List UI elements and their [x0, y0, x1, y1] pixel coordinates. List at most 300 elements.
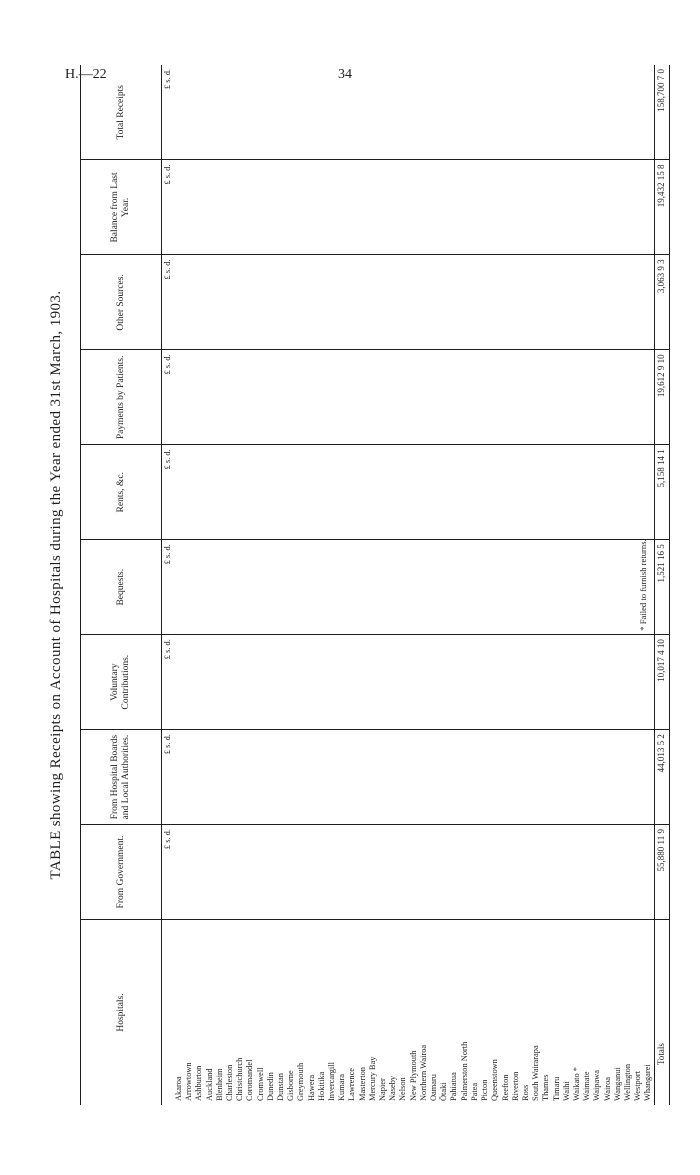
- hospital-name: Pahiatua: [449, 919, 459, 1105]
- page-code: H.—22: [65, 67, 107, 82]
- table-row: [521, 65, 531, 1105]
- table-row: [582, 65, 592, 1105]
- table-cell: [531, 160, 541, 255]
- hospital-name: Gisborne: [286, 919, 296, 1105]
- table-cell: [449, 540, 459, 635]
- table-cell: [429, 350, 439, 445]
- hospital-name: New Plymouth: [409, 919, 419, 1105]
- table-cell: [358, 730, 368, 825]
- hospital-name: Picton: [480, 919, 490, 1105]
- table-cell: [378, 350, 388, 445]
- table-row: [409, 65, 419, 1105]
- table-cell: [562, 445, 572, 540]
- table-cell: [225, 65, 235, 160]
- table-cell: [347, 255, 357, 350]
- total-cell: 5,158 14 1: [654, 445, 669, 540]
- table-cell: [276, 540, 286, 635]
- table-cell: [194, 255, 204, 350]
- table-cell: [286, 730, 296, 825]
- table-cell: [439, 255, 449, 350]
- table-cell: [276, 350, 286, 445]
- table-cell: [613, 445, 623, 540]
- table-cell: [439, 445, 449, 540]
- table-row: [449, 65, 459, 1105]
- table-cell: [317, 635, 327, 730]
- table-cell: [337, 255, 347, 350]
- table-cell: [388, 350, 398, 445]
- table-cell: [296, 635, 306, 730]
- table-cell: [184, 65, 194, 160]
- table-cell: [205, 825, 215, 920]
- table-cell: [307, 825, 317, 920]
- hospital-name: Hawera: [307, 919, 317, 1105]
- table-cell: [307, 65, 317, 160]
- table-cell: [460, 255, 470, 350]
- column-header: Voluntary Contributions.: [81, 635, 162, 730]
- table-cell: [286, 635, 296, 730]
- table-cell: [490, 65, 500, 160]
- total-cell: 10,017 4 10: [654, 635, 669, 730]
- table-cell: [368, 635, 378, 730]
- table-cell: [541, 350, 551, 445]
- table-cell: [378, 160, 388, 255]
- table-cell: [460, 540, 470, 635]
- table-cell: [225, 540, 235, 635]
- table-cell: [449, 255, 459, 350]
- table-cell: [501, 540, 511, 635]
- table-cell: [215, 825, 225, 920]
- table-cell: [245, 160, 255, 255]
- table-cell: [429, 825, 439, 920]
- table-cell: [531, 635, 541, 730]
- table-cell: [623, 635, 633, 730]
- table-cell: [449, 730, 459, 825]
- hospital-name: Akaroa: [174, 919, 184, 1105]
- total-cell: 3,063 9 3: [654, 255, 669, 350]
- table-cell: [235, 825, 245, 920]
- table-cell: [490, 635, 500, 730]
- column-header: Payments by Patients.: [81, 350, 162, 445]
- hospital-name: Queenstown: [490, 919, 500, 1105]
- table-cell: [552, 350, 562, 445]
- hospital-name: Riverton: [511, 919, 521, 1105]
- table-cell: [215, 635, 225, 730]
- table-row: [511, 65, 521, 1105]
- table-cell: [184, 730, 194, 825]
- table-cell: [449, 635, 459, 730]
- table-cell: [337, 540, 347, 635]
- table-cell: [194, 445, 204, 540]
- table-body: [162, 65, 655, 1105]
- table-cell: [215, 160, 225, 255]
- table-cell: [388, 445, 398, 540]
- table-cell: [552, 730, 562, 825]
- table-row: [592, 65, 602, 1105]
- table-cell: [562, 635, 572, 730]
- table-cell: [439, 635, 449, 730]
- hospital-name: Invercargill: [327, 919, 337, 1105]
- table-cell: [347, 160, 357, 255]
- table-cell: [327, 160, 337, 255]
- hospital-name: Waimate: [582, 919, 592, 1105]
- table-cell: [296, 540, 306, 635]
- table-cell: [337, 65, 347, 160]
- table-cell: [541, 635, 551, 730]
- table-cell: [460, 825, 470, 920]
- table-cell: [419, 445, 429, 540]
- table-cell: [409, 255, 419, 350]
- table-cell: [429, 445, 439, 540]
- table-cell: [439, 825, 449, 920]
- table-cell: [388, 255, 398, 350]
- hospital-name: Nelson: [398, 919, 408, 1105]
- table-cell: [541, 730, 551, 825]
- table-cell: [205, 445, 215, 540]
- table-cell: [419, 255, 429, 350]
- table-cell: [592, 635, 602, 730]
- hospital-name: Naseby: [388, 919, 398, 1105]
- table-cell: [256, 445, 266, 540]
- table-cell: [388, 635, 398, 730]
- table-cell: [286, 540, 296, 635]
- hospital-name: Charleston: [225, 919, 235, 1105]
- table-row: [286, 65, 296, 1105]
- receipts-table: [80, 65, 670, 1105]
- table-row: [419, 65, 429, 1105]
- table-cell: [603, 540, 613, 635]
- table-cell: [480, 445, 490, 540]
- table-cell: [419, 825, 429, 920]
- table-cell: [582, 635, 592, 730]
- table-cell: [562, 255, 572, 350]
- table-cell: [582, 350, 592, 445]
- table-cell: [388, 730, 398, 825]
- table-cell: [235, 350, 245, 445]
- table-cell: [245, 635, 255, 730]
- hospital-name: Lawrence: [347, 919, 357, 1105]
- table-cell: [429, 730, 439, 825]
- table-cell: [521, 635, 531, 730]
- table-cell: [194, 825, 204, 920]
- table-row: [460, 65, 470, 1105]
- hospital-name: Northern Wairoa: [419, 919, 429, 1105]
- table-row: [439, 65, 449, 1105]
- total-cell: 158,700 7 0: [654, 65, 669, 160]
- hospital-name: Kumara: [337, 919, 347, 1105]
- hospital-name: Waikato *: [572, 919, 582, 1105]
- table-row: [225, 65, 235, 1105]
- table-cell: [307, 730, 317, 825]
- table-cell: [572, 445, 582, 540]
- table-cell: [541, 255, 551, 350]
- table-cell: [511, 255, 521, 350]
- table-cell: [541, 65, 551, 160]
- hospital-name: Dunstan: [276, 919, 286, 1105]
- units-row: [162, 65, 175, 1105]
- table-cell: [552, 255, 562, 350]
- table-cell: [337, 730, 347, 825]
- table-cell: [266, 65, 276, 160]
- table-cell: [582, 160, 592, 255]
- hospital-name: Dunedin: [266, 919, 276, 1105]
- table-cell: [582, 825, 592, 920]
- table-cell: [521, 540, 531, 635]
- table-cell: [358, 160, 368, 255]
- table-row: [205, 65, 215, 1105]
- table-cell: [256, 160, 266, 255]
- table-row: [368, 65, 378, 1105]
- units-label: £ s. d.: [162, 635, 175, 730]
- hospital-name: Ross: [521, 919, 531, 1105]
- table-row: [623, 65, 633, 1105]
- table-cell: [521, 350, 531, 445]
- hospital-name: Reefton: [501, 919, 511, 1105]
- hospital-name: Hokitika: [317, 919, 327, 1105]
- table-cell: [521, 255, 531, 350]
- table-cell: [409, 540, 419, 635]
- table-cell: [174, 65, 184, 160]
- table-cell: [347, 540, 357, 635]
- table-cell: [378, 730, 388, 825]
- table-cell: [194, 635, 204, 730]
- table-row: [184, 65, 194, 1105]
- table-cell: [501, 635, 511, 730]
- hospital-name: Westport: [633, 919, 643, 1105]
- table-cell: [398, 635, 408, 730]
- column-header: Bequests.: [81, 540, 162, 635]
- table-row: [562, 65, 572, 1105]
- table-cell: [562, 730, 572, 825]
- table-cell: [409, 635, 419, 730]
- table-cell: [449, 65, 459, 160]
- table-cell: [184, 825, 194, 920]
- table-cell: [409, 65, 419, 160]
- table-cell: [266, 540, 276, 635]
- table-cell: [449, 445, 459, 540]
- footnote: * Failed to furnish returns.: [638, 539, 648, 631]
- table-cell: [256, 730, 266, 825]
- table-cell: [521, 160, 531, 255]
- units-label: £ s. d.: [162, 825, 175, 920]
- table-cell: [501, 350, 511, 445]
- hospital-name: Cromwell: [256, 919, 266, 1105]
- table-cell: [470, 445, 480, 540]
- table-cell: [603, 730, 613, 825]
- table-cell: [592, 540, 602, 635]
- table-cell: [409, 825, 419, 920]
- table-row: [337, 65, 347, 1105]
- table-cell: [552, 65, 562, 160]
- table-cell: [531, 540, 541, 635]
- table-cell: [317, 445, 327, 540]
- table-cell: [184, 445, 194, 540]
- table-cell: [531, 350, 541, 445]
- table-cell: [205, 160, 215, 255]
- table-cell: [429, 540, 439, 635]
- table-cell: [582, 65, 592, 160]
- table-cell: [337, 825, 347, 920]
- table-cell: [582, 445, 592, 540]
- hospital-name: Blenheim: [215, 919, 225, 1105]
- table-cell: [419, 540, 429, 635]
- table-cell: [266, 160, 276, 255]
- table-cell: [276, 160, 286, 255]
- table-cell: [501, 730, 511, 825]
- table-cell: [215, 350, 225, 445]
- table-cell: [235, 255, 245, 350]
- table-cell: [194, 65, 204, 160]
- table-cell: [276, 730, 286, 825]
- table-row: [358, 65, 368, 1105]
- table-cell: [552, 825, 562, 920]
- table-cell: [623, 255, 633, 350]
- table-cell: [592, 65, 602, 160]
- table-cell: [317, 160, 327, 255]
- table-cell: [541, 160, 551, 255]
- table-cell: [296, 445, 306, 540]
- table-cell: [205, 65, 215, 160]
- table-cell: [327, 825, 337, 920]
- table-cell: [623, 540, 633, 635]
- table-cell: [327, 65, 337, 160]
- column-header: Hospitals.: [81, 919, 162, 1105]
- table-cell: [256, 65, 266, 160]
- table-cell: [245, 540, 255, 635]
- table-cell: [562, 825, 572, 920]
- hospital-name: South Wairarapa: [531, 919, 541, 1105]
- total-cell: 44,013 5 2: [654, 730, 669, 825]
- table-cell: [613, 635, 623, 730]
- column-header: Other Sources.: [81, 255, 162, 350]
- table-cell: [225, 825, 235, 920]
- table-cell: [215, 540, 225, 635]
- table-cell: [286, 350, 296, 445]
- table-cell: [327, 540, 337, 635]
- table-cell: [235, 635, 245, 730]
- units-label: £ s. d.: [162, 255, 175, 350]
- totals-label: Totals: [654, 919, 669, 1105]
- table-cell: [490, 825, 500, 920]
- table-cell: [245, 350, 255, 445]
- table-cell: [490, 255, 500, 350]
- table-cell: [592, 255, 602, 350]
- table-cell: [419, 160, 429, 255]
- table-cell: [225, 255, 235, 350]
- table-cell: [552, 445, 562, 540]
- table-cell: [480, 540, 490, 635]
- table-cell: [388, 65, 398, 160]
- table-cell: [327, 635, 337, 730]
- units-label: £ s. d.: [162, 69, 172, 90]
- table-cell: [286, 65, 296, 160]
- table-row: [347, 65, 357, 1105]
- table-row: [480, 65, 490, 1105]
- table-cell: [307, 160, 317, 255]
- table-cell: [378, 825, 388, 920]
- table-cell: [358, 255, 368, 350]
- table-cell: [531, 730, 541, 825]
- table-row: [378, 65, 388, 1105]
- table-cell: [398, 730, 408, 825]
- table-cell: [235, 445, 245, 540]
- table-cell: [358, 825, 368, 920]
- table-cell: [511, 350, 521, 445]
- table-cell: [225, 730, 235, 825]
- table-cell: [235, 730, 245, 825]
- table-cell: [470, 730, 480, 825]
- table-cell: [378, 635, 388, 730]
- table-cell: [470, 65, 480, 160]
- table-cell: [470, 350, 480, 445]
- table-cell: [480, 255, 490, 350]
- table-cell: [429, 160, 439, 255]
- table-row: [245, 65, 255, 1105]
- table-cell: [358, 350, 368, 445]
- table-cell: [603, 255, 613, 350]
- table-cell: [552, 540, 562, 635]
- table-cell: [327, 730, 337, 825]
- table-cell: [501, 65, 511, 160]
- table-cell: [256, 825, 266, 920]
- table-cell: [409, 160, 419, 255]
- table-cell: [419, 635, 429, 730]
- table-row: [296, 65, 306, 1105]
- hospital-name: Oamaru: [429, 919, 439, 1105]
- table-cell: [205, 730, 215, 825]
- hospital-name: Ashburton: [194, 919, 204, 1105]
- table-cell: [317, 350, 327, 445]
- table-cell: [480, 635, 490, 730]
- table-cell: [531, 65, 541, 160]
- table-cell: [388, 540, 398, 635]
- table-cell: [358, 635, 368, 730]
- table-cell: [419, 65, 429, 160]
- table-cell: [592, 160, 602, 255]
- table-cell: [235, 540, 245, 635]
- table-cell: [613, 255, 623, 350]
- table-cell: [368, 825, 378, 920]
- table-cell: [215, 255, 225, 350]
- hospital-name: Wellington: [623, 919, 633, 1105]
- table-cell: [266, 635, 276, 730]
- column-header: Rents, &c.: [81, 445, 162, 540]
- table-cell: [623, 350, 633, 445]
- table-cell: [174, 350, 184, 445]
- table-cell: [511, 445, 521, 540]
- table-row: [490, 65, 500, 1105]
- table-cell: [480, 825, 490, 920]
- hospital-name: Arrowtown: [184, 919, 194, 1105]
- table-cell: [256, 350, 266, 445]
- table-cell: [511, 635, 521, 730]
- table-cell: [317, 255, 327, 350]
- table-title: TABLE showing Receipts on Account of Hospitals during the Year ended 31st March, 1903.: [48, 290, 64, 880]
- table-cell: [439, 65, 449, 160]
- table-cell: [501, 255, 511, 350]
- units-label: £ s. d.: [162, 540, 175, 635]
- table-cell: [460, 445, 470, 540]
- total-cell: 1,521 16 5: [654, 540, 669, 635]
- units-label: £ s. d.: [162, 730, 175, 825]
- table-cell: [511, 65, 521, 160]
- hospital-name: Thames: [541, 919, 551, 1105]
- table-cell: [490, 350, 500, 445]
- table-cell: [439, 160, 449, 255]
- table-cell: [409, 445, 419, 540]
- table-cell: [266, 350, 276, 445]
- table-cell: [480, 160, 490, 255]
- table-cell: [296, 730, 306, 825]
